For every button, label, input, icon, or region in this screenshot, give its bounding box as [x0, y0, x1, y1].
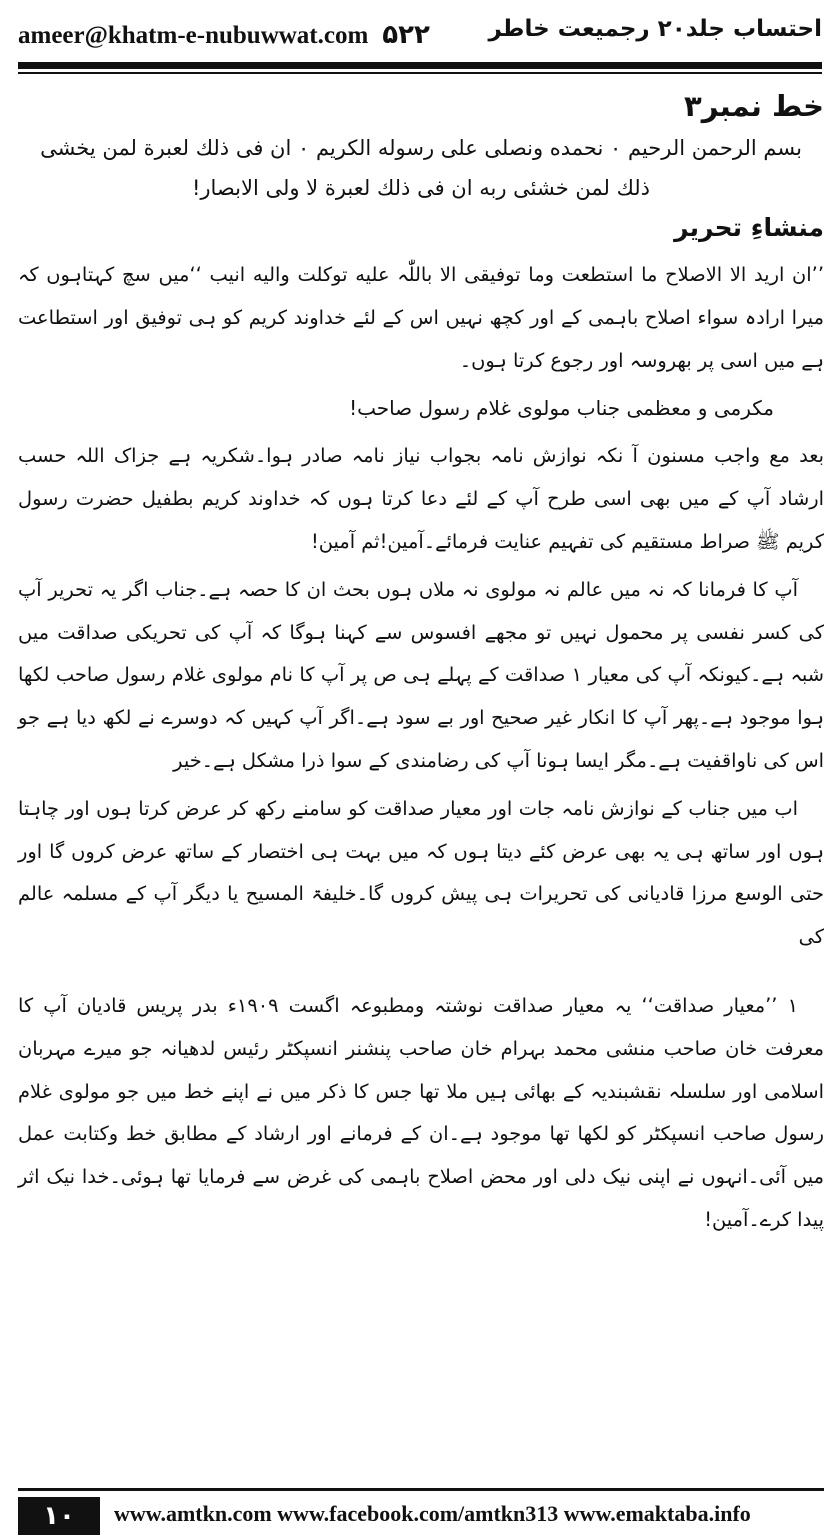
footnote-block — [18, 985, 824, 1242]
paragraph-3: اب میں جناب کے نوازش نامہ جات اور معیار صداقت کو سامنے رکھ کر عرض کرتا ہوں اور چاہتا ہوں اور ساتھ ہی یہ بھی عرض کئے دیتا ہوں کہ میں بہت ہی اختصار کے ساتھ عرض کروں گا اور حتی الوسع مرزا قادیانی کی تحریرات ہی پیش کروں گا۔خلیفۃ المسیح یا دیگر آپ کے مسلمہ عالم کی — [18, 796, 824, 949]
header-email: ameer@khatm-e-nubuwwat.com — [18, 22, 369, 49]
arabic-opening-line-1: بسم الرحمن الرحیم ۰ نحمده ونصلی علی رسوله الکریم ۰ ان فی ذلك لعبرة لمن یخشی — [40, 136, 802, 160]
footnote: ۱ ’’معیار صداقت‘‘ یہ معیار صداقت نوشتہ ومطبوعہ اگست ۱۹۰۹ء بدر پریس قادیان آپ کا معرفت خان صاحب منشی محمد بہرام خان صاحب پنشنر انسپکٹر رئیس لدھیانہ جو میرے مہربان اسلامی اور سلسلہ نقشبندیہ کے بھائی ہیں ملا تھا جس کا ذکر میں نے اپنے خط میں جو مولوی غلام رسول صاحب انسپکٹر کو لکھا تھا موجود ہے۔ان کے فرمانے اور ارشاد کے مطابق خط وکتابت عمل میں آئی۔انہوں نے اپنی نیک دلی اور محض اصلاح باہمی کی غرض سے فرمایا تھا ہوئی۔خدا نیک اثر پیدا کرے۔آمین! — [18, 993, 824, 1231]
footer-page-number: ۱۰ — [18, 1497, 100, 1535]
arabic-opening-line-2: ذلك لمن خشئی ربه ان فی ذلك لعبرة لا ولی الابصار! — [191, 176, 651, 200]
page-content — [18, 84, 824, 1247]
header-left — [18, 20, 430, 50]
header-book-title: احتساب جلد۲۰ رجمیعت خاطر — [488, 16, 822, 42]
header-rule-thin — [18, 72, 822, 74]
header-rule-thick — [18, 62, 822, 69]
page-footer — [18, 1488, 824, 1537]
salutation: مکرمی و معظمی جناب مولوی غلام رسول صاحب! — [349, 396, 774, 421]
paragraph-1: بعد مع واجب مسنون آ نکہ نوازش نامہ بجواب نیاز نامہ صادر ہوا۔شکریہ ہے جزاک اللہ حسب ارشاد آپ کے میں بھی اسی طرح آپ کے لئے دعا کرتا ہوں کہ خداوند کریم بطفیل حضرت رسول کریم ﷺ صراط مستقیم کی تفہیم عنایت فرمائے۔آمین!ثم آمین! — [18, 444, 824, 553]
footer-links: www.amtkn.com www.facebook.com/amtkn313 www.emaktaba.info — [114, 1501, 751, 1526]
section-heading: منشاءِ تحریر — [674, 213, 824, 242]
letter-title: خط نمبر۳ — [684, 89, 824, 123]
intro-paragraph: ’’ان ارید الا الاصلاح ما استطعت وما توفیقی الا باللّٰہ علیه توکلت والیه انیب ‘‘میں سچ کہتاہوں کہ میرا ارادہ سواء اصلاح باہمی کے اور کچھ نہیں اس کے لئے خداوند کریم کو ہی توفیق اور استطاعت ہے میں اسی پر بھروسہ اور رجوع کرتا ہوں۔ — [18, 263, 824, 372]
page-header — [0, 0, 840, 64]
header-page-number: ۵۲۲ — [382, 20, 430, 50]
paragraph-2: آپ کا فرمانا کہ نہ میں عالم نہ مولوی نہ ملاں ہوں بحث ان کا حصہ ہے۔جناب اگر یہ تحریر آپ کی کسر نفسی پر محمول نہیں تو مجھے افسوس سے کہنا ہوگا کہ آپ کی تحریکی صداقت میں شبہ ہے۔کیونکہ آپ کی معیار ۱ صداقت کے پہلے ہی ص پر آپ کا نام مولوی غلام رسول صاحب لکھا ہوا موجود ہے۔پھر آپ کا انکار غیر صحیح اور بے سود ہے۔اگر آپ کہیں کہ دوسرے نے لکھ دیا ہے جو اس کی ناواقفیت ہے۔مگر ایسا ہونا آپ کی رضامندی کے سوا ذرا مشکل ہے۔خیر — [18, 577, 824, 772]
